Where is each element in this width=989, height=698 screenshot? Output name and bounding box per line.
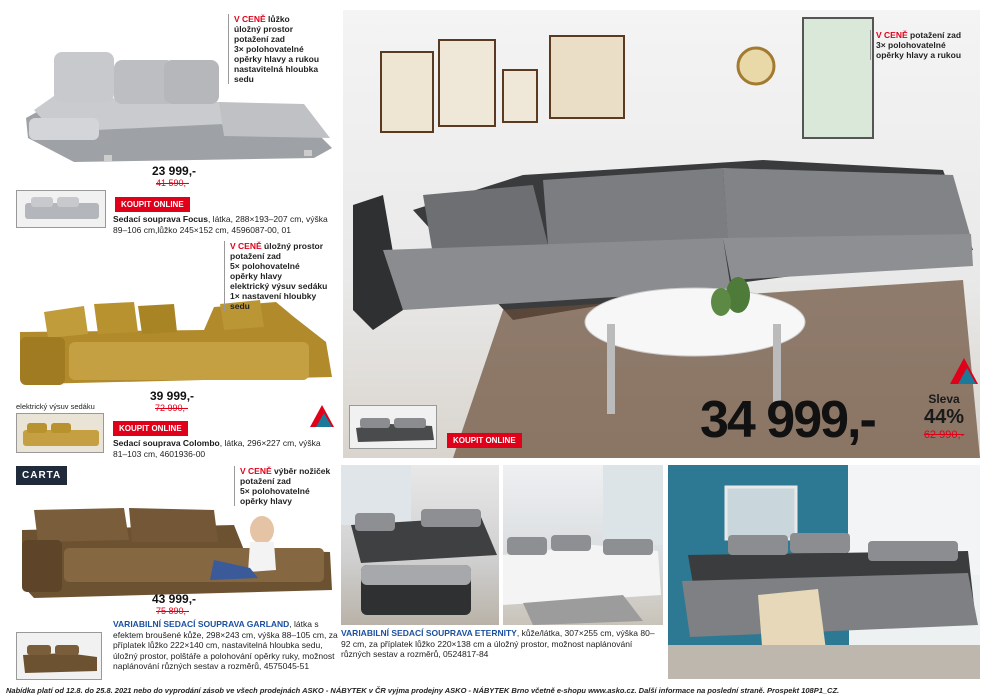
colombo-old-price: 72 990,- [155,403,189,413]
colombo-note-line: potažení zad [230,251,282,261]
hero-features-note [870,30,982,60]
focus-desc-text: , látka, 288×193–207 cm, výška 89–106 cm,lůžko 245×152 cm, 4596087-00, 01 [113,214,328,235]
focus-buy-online-button[interactable]: KOUPIT ONLINE [115,197,190,212]
hero-brand-logo-icon [950,358,978,384]
garland-note-line: opěrky hlavy [240,496,292,506]
hero-sofa-thumbnail [349,405,437,449]
garland-title: VARIABILNÍ SEDACÍ SOUPRAVA GARLAND [113,619,290,629]
hero-note-line: 3× polohovatelné [876,40,946,50]
garland-description [113,619,341,672]
garland-variant-thumbnail [16,632,102,680]
garland-old-price: 75 890,- [156,606,190,616]
focus-title: Sedací souprava Focus [113,214,208,224]
garland-note-line: výběr nožiček [274,466,331,476]
carta-brand-logo: CARTA [16,466,67,485]
hero-note-line: potažení zad [910,30,962,40]
focus-note-line: 3× polohovatelné [234,44,304,54]
focus-features-note [228,14,340,84]
focus-note-line: úložný prostor [234,24,294,34]
eternity-desc-text: , kůže/látka, 307×255 cm, výška 80–92 cm, za příplatek lůžko 220×138 cm a úložný prostor, možnost naplánování různých sestav a rozměrů, 0524817-84 [341,628,655,659]
garland-note-line: 5× polohovatelné [240,486,310,496]
legal-footer: Nabídka platí od 12.8. do 25.8. 2021 nebo do vyprodání zásob ve všech prodejnách ASKO - NÁBYTEK v ČR vyjma prodejny ASKO - NÁBYTEK Brno včetně e-shopu www.asko.cz. Další informace na poslední straně. Prospekt 108P1_CZ. [6,686,840,695]
sleeper-sofa-room-photo [668,465,980,679]
garland-features-note [234,466,338,506]
colombo-description [113,438,335,459]
hero-buy-online-button[interactable]: KOUPIT ONLINE [447,433,522,448]
colombo-note-highlight: V CENĚ [230,241,262,251]
focus-note-highlight: V CENĚ [234,14,266,24]
colombo-electric-thumbnail [16,413,104,453]
colombo-caption: elektrický výsuv sedáku [16,402,95,411]
garland-price: 43 999,- [152,592,197,606]
hero-sleva-percent: 44% [923,406,965,428]
hero-note-line: opěrky hlavy a rukou [876,50,962,60]
hero-price: 34 999,- [700,391,875,449]
focus-description [113,214,341,235]
focus-note-line: nastavitelná hloubka sedu [234,64,319,84]
eternity-description [341,628,663,660]
eternity-room-photo-1 [341,465,499,625]
hero-note-highlight: V CENĚ [876,30,908,40]
focus-price: 23 999,- [152,164,197,178]
focus-note-line: lůžko [268,14,290,24]
eternity-title: VARIABILNÍ SEDACÍ SOUPRAVA ETERNITY [341,628,517,638]
hero-room-photo [343,10,980,458]
colombo-note-line: úložný prostor [264,241,324,251]
colombo-note-line: opěrky hlavy [230,271,282,281]
garland-note-highlight: V CENĚ [240,466,272,476]
garland-desc-text: , látka s efektem broušené kůže, 298×243 cm, výška 88–105 cm, za příplatek lůžko 222×140 cm, nastavitelná hloubka sedu, úložný prostor, polštáře a polohování opěrky ruky, možnost naplánování různých sestav a rozměrů, 4575045-51 [113,619,338,671]
colombo-title: Sedací souprava Colombo [113,438,220,448]
colombo-note-line: elektrický výsuv sedáku [230,281,328,291]
garland-note-line: potažení zad [240,476,292,486]
hero-discount-badge [916,392,972,441]
focus-note-line: opěrky hlavy a rukou [234,54,320,64]
garland-sofa-photo [14,490,336,608]
focus-old-price: 41 590,- [156,178,190,188]
colombo-buy-online-button[interactable]: KOUPIT ONLINE [113,421,188,436]
focus-note-line: potažení zad [234,34,286,44]
colombo-brand-logo-icon [310,405,334,427]
colombo-note-line: 5× polohovatelné [230,261,300,271]
colombo-price: 39 999,- [150,389,195,403]
focus-bed-thumbnail [16,190,106,228]
hero-old-price: 62 990,- [923,429,965,441]
hero-sleva-label: Sleva [928,392,960,406]
eternity-room-photo-2 [503,465,663,625]
colombo-features-note [224,241,336,311]
colombo-note-line: 1× nastavení hloubky sedu [230,291,317,311]
colombo-desc-text: , látka, 296×227 cm, výška 81–103 cm, 4601936-00 [113,438,321,459]
